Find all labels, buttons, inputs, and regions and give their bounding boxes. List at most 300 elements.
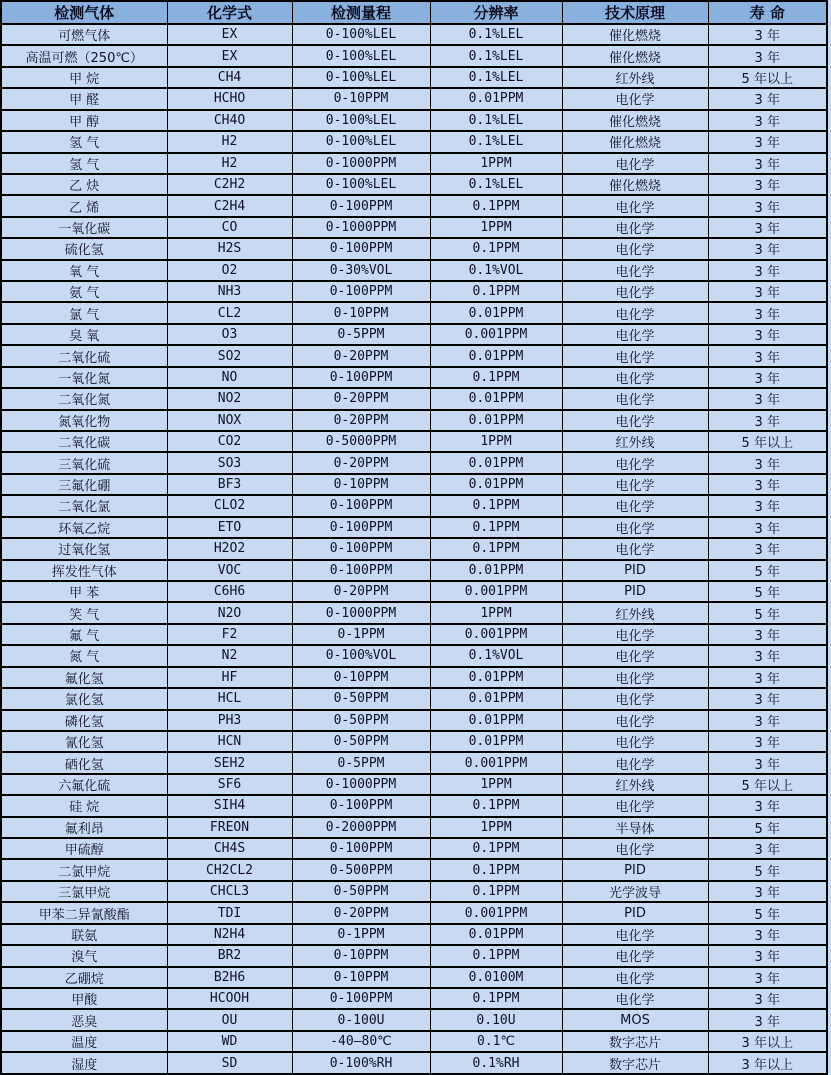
- principle-cell: 电化学: [562, 731, 708, 752]
- gas-name-cell: 二氧化氯: [1, 495, 167, 516]
- table-row: [1, 495, 827, 516]
- principle-cell: 电化学: [562, 452, 708, 473]
- principle-cell: 电化学: [562, 967, 708, 988]
- lifespan-cell: 3 年: [708, 688, 827, 709]
- range-cell: 0-100%LEL: [292, 67, 430, 88]
- formula-cell: SO3: [167, 452, 292, 473]
- resolution-cell: 0.1%LEL: [430, 174, 562, 195]
- range-cell: 0-50PPM: [292, 710, 430, 731]
- table-body: [1, 24, 827, 1074]
- resolution-cell: 0.1PPM: [430, 238, 562, 259]
- principle-cell: 红外线: [562, 431, 708, 452]
- gas-name-cell: 氟利昂: [1, 817, 167, 838]
- principle-cell: 催化燃烧: [562, 24, 708, 45]
- lifespan-cell: 3 年: [708, 967, 827, 988]
- table-row: [1, 945, 827, 966]
- table-row: [1, 281, 827, 302]
- formula-cell: CH4O: [167, 110, 292, 131]
- principle-cell: 电化学: [562, 752, 708, 773]
- range-cell: 0-1000PPM: [292, 602, 430, 623]
- range-cell: 0-1PPM: [292, 924, 430, 945]
- lifespan-cell: 3 年: [708, 517, 827, 538]
- gas-name-cell: 可燃气体: [1, 24, 167, 45]
- gas-name-cell: 氟化氢: [1, 667, 167, 688]
- resolution-cell: 0.01PPM: [430, 924, 562, 945]
- resolution-cell: 0.1PPM: [430, 495, 562, 516]
- lifespan-cell: 3 年: [708, 838, 827, 859]
- formula-cell: SO2: [167, 345, 292, 366]
- lifespan-cell: 3 年: [708, 538, 827, 559]
- col-header-range: 检测量程: [292, 1, 430, 24]
- resolution-cell: 1PPM: [430, 153, 562, 174]
- formula-cell: C6H6: [167, 581, 292, 602]
- resolution-cell: 0.01PPM: [430, 88, 562, 109]
- principle-cell: 电化学: [562, 153, 708, 174]
- lifespan-cell: 3 年: [708, 110, 827, 131]
- table-row: [1, 195, 827, 216]
- gas-name-cell: 氧 气: [1, 260, 167, 281]
- formula-cell: BF3: [167, 474, 292, 495]
- table-row: [1, 1009, 827, 1030]
- gas-name-cell: 甲 醛: [1, 88, 167, 109]
- lifespan-cell: 3 年: [708, 174, 827, 195]
- table-row: [1, 88, 827, 109]
- range-cell: 0-100PPM: [292, 238, 430, 259]
- principle-cell: 电化学: [562, 302, 708, 323]
- gas-name-cell: 高温可燃（250℃）: [1, 45, 167, 66]
- lifespan-cell: 3 年: [708, 924, 827, 945]
- resolution-cell: 0.01PPM: [430, 302, 562, 323]
- resolution-cell: 0.1PPM: [430, 988, 562, 1009]
- table-row: [1, 367, 827, 388]
- formula-cell: O2: [167, 260, 292, 281]
- gas-name-cell: 氟 气: [1, 624, 167, 645]
- principle-cell: 电化学: [562, 410, 708, 431]
- resolution-cell: 0.001PPM: [430, 581, 562, 602]
- resolution-cell: 0.10U: [430, 1009, 562, 1030]
- lifespan-cell: 3 年: [708, 988, 827, 1009]
- principle-cell: PID: [562, 560, 708, 581]
- col-header-lifespan: 寿 命: [708, 1, 827, 24]
- table-row: [1, 688, 827, 709]
- lifespan-cell: 3 年: [708, 195, 827, 216]
- gas-name-cell: 二氧化碳: [1, 431, 167, 452]
- range-cell: 0-100PPM: [292, 195, 430, 216]
- lifespan-cell: 3 年: [708, 795, 827, 816]
- gas-name-cell: 乙 炔: [1, 174, 167, 195]
- gas-name-cell: 三氟化硼: [1, 474, 167, 495]
- formula-cell: H2S: [167, 238, 292, 259]
- gas-name-cell: 一氧化氮: [1, 367, 167, 388]
- lifespan-cell: 3 年: [708, 388, 827, 409]
- principle-cell: 电化学: [562, 624, 708, 645]
- range-cell: 0-100PPM: [292, 988, 430, 1009]
- resolution-cell: 0.1%LEL: [430, 67, 562, 88]
- range-cell: 0-5000PPM: [292, 431, 430, 452]
- gas-name-cell: 氨 气: [1, 281, 167, 302]
- lifespan-cell: 3 年: [708, 410, 827, 431]
- table-row: [1, 260, 827, 281]
- range-cell: 0-100PPM: [292, 517, 430, 538]
- gas-name-cell: 臭 氧: [1, 324, 167, 345]
- principle-cell: 电化学: [562, 238, 708, 259]
- principle-cell: 电化学: [562, 517, 708, 538]
- resolution-cell: 0.1PPM: [430, 881, 562, 902]
- table-row: [1, 452, 827, 473]
- table-row: [1, 774, 827, 795]
- table-header: [1, 1, 827, 24]
- gas-name-cell: 氯化氢: [1, 688, 167, 709]
- range-cell: 0-1000PPM: [292, 217, 430, 238]
- formula-cell: N2H4: [167, 924, 292, 945]
- range-cell: 0-100PPM: [292, 838, 430, 859]
- range-cell: 0-100%LEL: [292, 110, 430, 131]
- range-cell: 0-1000PPM: [292, 153, 430, 174]
- resolution-cell: 0.1%LEL: [430, 45, 562, 66]
- resolution-cell: 0.1PPM: [430, 838, 562, 859]
- range-cell: 0-500PPM: [292, 859, 430, 880]
- formula-cell: NO2: [167, 388, 292, 409]
- range-cell: -40—80℃: [292, 1031, 430, 1052]
- principle-cell: 电化学: [562, 217, 708, 238]
- gas-name-cell: 甲酸: [1, 988, 167, 1009]
- lifespan-cell: 3 年: [708, 710, 827, 731]
- formula-cell: HCHO: [167, 88, 292, 109]
- principle-cell: 电化学: [562, 838, 708, 859]
- lifespan-cell: 3 年: [708, 24, 827, 45]
- formula-cell: CLO2: [167, 495, 292, 516]
- range-cell: 0-1PPM: [292, 624, 430, 645]
- gas-name-cell: 二氧化硫: [1, 345, 167, 366]
- range-cell: 0-20PPM: [292, 410, 430, 431]
- table-row: [1, 217, 827, 238]
- principle-cell: 电化学: [562, 195, 708, 216]
- formula-cell: C2H2: [167, 174, 292, 195]
- table-row: [1, 238, 827, 259]
- principle-cell: 催化燃烧: [562, 174, 708, 195]
- lifespan-cell: 5 年以上: [708, 67, 827, 88]
- resolution-cell: 0.1PPM: [430, 281, 562, 302]
- gas-name-cell: 氰化氢: [1, 731, 167, 752]
- principle-cell: 电化学: [562, 688, 708, 709]
- range-cell: 0-10PPM: [292, 667, 430, 688]
- gas-name-cell: 溴气: [1, 945, 167, 966]
- table-row: [1, 302, 827, 323]
- formula-cell: WD: [167, 1031, 292, 1052]
- lifespan-cell: 3 年: [708, 645, 827, 666]
- formula-cell: EX: [167, 24, 292, 45]
- resolution-cell: 0.01PPM: [430, 667, 562, 688]
- table-row: [1, 110, 827, 131]
- lifespan-cell: 3 年: [708, 752, 827, 773]
- formula-cell: TDI: [167, 902, 292, 923]
- formula-cell: H2: [167, 131, 292, 152]
- range-cell: 0-30%VOL: [292, 260, 430, 281]
- principle-cell: 电化学: [562, 795, 708, 816]
- principle-cell: 催化燃烧: [562, 45, 708, 66]
- formula-cell: NOX: [167, 410, 292, 431]
- principle-cell: 电化学: [562, 88, 708, 109]
- principle-cell: PID: [562, 859, 708, 880]
- lifespan-cell: 3 年: [708, 324, 827, 345]
- range-cell: 0-20PPM: [292, 388, 430, 409]
- formula-cell: NH3: [167, 281, 292, 302]
- gas-name-cell: 硫化氢: [1, 238, 167, 259]
- formula-cell: N2: [167, 645, 292, 666]
- table-row: [1, 1031, 827, 1052]
- range-cell: 0-100PPM: [292, 281, 430, 302]
- principle-cell: 电化学: [562, 260, 708, 281]
- formula-cell: CH4S: [167, 838, 292, 859]
- gas-name-cell: 联氨: [1, 924, 167, 945]
- resolution-cell: 0.01PPM: [430, 345, 562, 366]
- lifespan-cell: 3 年: [708, 153, 827, 174]
- formula-cell: HCN: [167, 731, 292, 752]
- resolution-cell: 0.1PPM: [430, 859, 562, 880]
- formula-cell: HCL: [167, 688, 292, 709]
- gas-name-cell: 甲 烷: [1, 67, 167, 88]
- formula-cell: ETO: [167, 517, 292, 538]
- range-cell: 0-5PPM: [292, 752, 430, 773]
- resolution-cell: 0.01PPM: [430, 474, 562, 495]
- formula-cell: FREON: [167, 817, 292, 838]
- lifespan-cell: 5 年以上: [708, 774, 827, 795]
- resolution-cell: 0.01PPM: [430, 452, 562, 473]
- lifespan-cell: 5 年: [708, 859, 827, 880]
- range-cell: 0-2000PPM: [292, 817, 430, 838]
- lifespan-cell: 3 年: [708, 624, 827, 645]
- gas-name-cell: 甲 醇: [1, 110, 167, 131]
- table-row: [1, 902, 827, 923]
- range-cell: 0-100PPM: [292, 560, 430, 581]
- principle-cell: 电化学: [562, 495, 708, 516]
- gas-name-cell: 六氟化硫: [1, 774, 167, 795]
- table-row: [1, 24, 827, 45]
- table-row: [1, 538, 827, 559]
- range-cell: 0-50PPM: [292, 688, 430, 709]
- range-cell: 0-100PPM: [292, 538, 430, 559]
- formula-cell: CO2: [167, 431, 292, 452]
- gas-name-cell: 乙硼烷: [1, 967, 167, 988]
- formula-cell: EX: [167, 45, 292, 66]
- lifespan-cell: 3 年: [708, 45, 827, 66]
- lifespan-cell: 3 年以上: [708, 1031, 827, 1052]
- lifespan-cell: 5 年: [708, 581, 827, 602]
- range-cell: 0-1000PPM: [292, 774, 430, 795]
- col-header-resolution: 分辨率: [430, 1, 562, 24]
- resolution-cell: 0.01PPM: [430, 388, 562, 409]
- range-cell: 0-100%RH: [292, 1052, 430, 1074]
- resolution-cell: 0.01PPM: [430, 731, 562, 752]
- principle-cell: 电化学: [562, 988, 708, 1009]
- principle-cell: 数字芯片: [562, 1052, 708, 1074]
- gas-name-cell: 硒化氢: [1, 752, 167, 773]
- gas-name-cell: 湿度: [1, 1052, 167, 1074]
- principle-cell: PID: [562, 902, 708, 923]
- resolution-cell: 0.1PPM: [430, 538, 562, 559]
- resolution-cell: 0.1%LEL: [430, 24, 562, 45]
- gas-name-cell: 三氧化硫: [1, 452, 167, 473]
- resolution-cell: 0.1℃: [430, 1031, 562, 1052]
- principle-cell: 催化燃烧: [562, 131, 708, 152]
- range-cell: 0-10PPM: [292, 474, 430, 495]
- range-cell: 0-20PPM: [292, 581, 430, 602]
- lifespan-cell: 5 年: [708, 902, 827, 923]
- table-row: [1, 988, 827, 1009]
- gas-name-cell: 硅 烷: [1, 795, 167, 816]
- formula-cell: C2H4: [167, 195, 292, 216]
- table-row: [1, 517, 827, 538]
- resolution-cell: 0.1PPM: [430, 945, 562, 966]
- gas-name-cell: 过氧化氢: [1, 538, 167, 559]
- gas-name-cell: 笑 气: [1, 602, 167, 623]
- resolution-cell: 0.1%RH: [430, 1052, 562, 1074]
- range-cell: 0-100%LEL: [292, 174, 430, 195]
- formula-cell: SEH2: [167, 752, 292, 773]
- gas-name-cell: 氮氧化物: [1, 410, 167, 431]
- principle-cell: 半导体: [562, 817, 708, 838]
- gas-name-cell: 三氯甲烷: [1, 881, 167, 902]
- lifespan-cell: 3 年: [708, 345, 827, 366]
- table-row: [1, 560, 827, 581]
- lifespan-cell: 3 年: [708, 667, 827, 688]
- header-row: [1, 1, 827, 24]
- resolution-cell: 0.1PPM: [430, 517, 562, 538]
- resolution-cell: 0.01PPM: [430, 710, 562, 731]
- range-cell: 0-100%VOL: [292, 645, 430, 666]
- table-row: [1, 431, 827, 452]
- gas-name-cell: 氢 气: [1, 131, 167, 152]
- gas-name-cell: 乙 烯: [1, 195, 167, 216]
- table-row: [1, 388, 827, 409]
- lifespan-cell: 3 年: [708, 474, 827, 495]
- lifespan-cell: 3 年以上: [708, 1052, 827, 1074]
- lifespan-cell: 3 年: [708, 88, 827, 109]
- lifespan-cell: 3 年: [708, 260, 827, 281]
- principle-cell: 电化学: [562, 538, 708, 559]
- resolution-cell: 0.001PPM: [430, 624, 562, 645]
- formula-cell: PH3: [167, 710, 292, 731]
- lifespan-cell: 3 年: [708, 452, 827, 473]
- resolution-cell: 0.001PPM: [430, 752, 562, 773]
- gas-name-cell: 挥发性气体: [1, 560, 167, 581]
- principle-cell: 红外线: [562, 67, 708, 88]
- table-row: [1, 174, 827, 195]
- range-cell: 0-10PPM: [292, 945, 430, 966]
- table-row: [1, 474, 827, 495]
- table-row: [1, 345, 827, 366]
- lifespan-cell: 5 年以上: [708, 431, 827, 452]
- table-row: [1, 324, 827, 345]
- resolution-cell: 0.01PPM: [430, 560, 562, 581]
- range-cell: 0-5PPM: [292, 324, 430, 345]
- resolution-cell: 1PPM: [430, 217, 562, 238]
- table-row: [1, 624, 827, 645]
- gas-name-cell: 磷化氢: [1, 710, 167, 731]
- formula-cell: HF: [167, 667, 292, 688]
- lifespan-cell: 3 年: [708, 1009, 827, 1030]
- formula-cell: HCOOH: [167, 988, 292, 1009]
- table-row: [1, 967, 827, 988]
- gas-name-cell: 氮 气: [1, 645, 167, 666]
- table-row: [1, 410, 827, 431]
- formula-cell: SIH4: [167, 795, 292, 816]
- resolution-cell: 0.0100M: [430, 967, 562, 988]
- formula-cell: CH4: [167, 67, 292, 88]
- col-header-formula: 化学式: [167, 1, 292, 24]
- formula-cell: F2: [167, 624, 292, 645]
- lifespan-cell: 3 年: [708, 131, 827, 152]
- table-row: [1, 838, 827, 859]
- principle-cell: 催化燃烧: [562, 110, 708, 131]
- formula-cell: H2: [167, 153, 292, 174]
- gas-name-cell: 甲苯二异氰酸酯: [1, 902, 167, 923]
- formula-cell: CH2CL2: [167, 859, 292, 880]
- lifespan-cell: 3 年: [708, 881, 827, 902]
- range-cell: 0-100PPM: [292, 367, 430, 388]
- formula-cell: NO: [167, 367, 292, 388]
- range-cell: 0-50PPM: [292, 731, 430, 752]
- formula-cell: O3: [167, 324, 292, 345]
- gas-name-cell: 恶臭: [1, 1009, 167, 1030]
- gas-name-cell: 氢 气: [1, 153, 167, 174]
- principle-cell: 电化学: [562, 367, 708, 388]
- resolution-cell: 1PPM: [430, 602, 562, 623]
- principle-cell: 电化学: [562, 924, 708, 945]
- principle-cell: 电化学: [562, 474, 708, 495]
- range-cell: 0-100U: [292, 1009, 430, 1030]
- range-cell: 0-100%LEL: [292, 45, 430, 66]
- lifespan-cell: 3 年: [708, 302, 827, 323]
- principle-cell: 电化学: [562, 388, 708, 409]
- lifespan-cell: 5 年: [708, 560, 827, 581]
- resolution-cell: 1PPM: [430, 774, 562, 795]
- formula-cell: SF6: [167, 774, 292, 795]
- gas-name-cell: 温度: [1, 1031, 167, 1052]
- range-cell: 0-20PPM: [292, 452, 430, 473]
- table-row: [1, 859, 827, 880]
- principle-cell: 电化学: [562, 710, 708, 731]
- table-row: [1, 795, 827, 816]
- range-cell: 0-20PPM: [292, 902, 430, 923]
- resolution-cell: 0.1PPM: [430, 367, 562, 388]
- lifespan-cell: 3 年: [708, 281, 827, 302]
- formula-cell: CO: [167, 217, 292, 238]
- table-row: [1, 645, 827, 666]
- resolution-cell: 0.001PPM: [430, 902, 562, 923]
- range-cell: 0-100PPM: [292, 795, 430, 816]
- principle-cell: 光学波导: [562, 881, 708, 902]
- principle-cell: 电化学: [562, 667, 708, 688]
- col-header-principle: 技术原理: [562, 1, 708, 24]
- resolution-cell: 0.1%LEL: [430, 131, 562, 152]
- lifespan-cell: 3 年: [708, 238, 827, 259]
- principle-cell: 红外线: [562, 774, 708, 795]
- range-cell: 0-10PPM: [292, 967, 430, 988]
- resolution-cell: 0.01PPM: [430, 410, 562, 431]
- principle-cell: 电化学: [562, 645, 708, 666]
- table-row: [1, 817, 827, 838]
- table-row: [1, 45, 827, 66]
- resolution-cell: 0.001PPM: [430, 324, 562, 345]
- table-row: [1, 67, 827, 88]
- range-cell: 0-100PPM: [292, 495, 430, 516]
- table-row: [1, 924, 827, 945]
- resolution-cell: 0.1PPM: [430, 795, 562, 816]
- principle-cell: 数字芯片: [562, 1031, 708, 1052]
- range-cell: 0-10PPM: [292, 88, 430, 109]
- lifespan-cell: 5 年: [708, 602, 827, 623]
